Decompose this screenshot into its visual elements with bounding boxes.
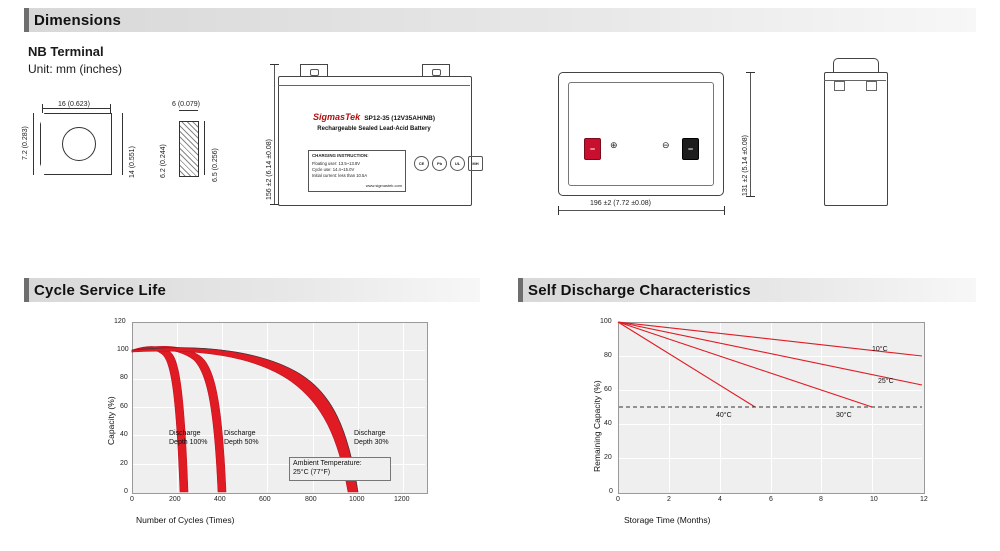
cycle-curves — [24, 312, 480, 542]
dim-tick-7 — [746, 72, 755, 73]
dim-terminal-thickness: 6 (0.079) — [172, 101, 201, 108]
chart-self-discharge — [518, 312, 976, 542]
xtick-label: 12 — [920, 496, 928, 503]
dim-battery-height: 156 ±2 (6.14 ±0.08) — [266, 138, 273, 200]
section-accent-bar — [24, 278, 29, 302]
ytick-label: 120 — [114, 318, 126, 325]
ytick-label: 40 — [604, 420, 612, 427]
dim-line-v1 — [33, 113, 34, 175]
dim-tick-3 — [270, 64, 279, 65]
ytick-label: 40 — [120, 431, 128, 438]
chart-cycle-service-life — [24, 312, 480, 542]
battery-top-inner-outline — [568, 82, 714, 186]
xtick-label: 800 — [305, 496, 317, 503]
dim-tick-2 — [110, 104, 111, 113]
brand-name: SigmasTek — [312, 112, 361, 122]
terminal-hole — [62, 127, 96, 161]
ytick-label: 0 — [609, 488, 613, 495]
ytick-label: 60 — [120, 403, 128, 410]
dim-terminal-height2: 6.5 (0.256) — [212, 148, 219, 182]
ytick-label: 80 — [120, 374, 128, 381]
negative-terminal: − — [682, 138, 699, 160]
xtick-label: 8 — [819, 496, 823, 503]
dim-line-h3 — [558, 210, 724, 211]
tab-dot-left — [310, 69, 319, 76]
battery-top-view — [558, 72, 724, 196]
annotation-ambient-temperature: Ambient Temperature: 25°C (77°F) — [289, 457, 391, 481]
annotation-depth-30: Discharge Depth 30% — [354, 430, 389, 446]
terminal-top-view — [40, 113, 112, 175]
y-axis-title: Capacity (%) — [106, 396, 116, 445]
cert-mh-icon: MH — [468, 156, 483, 171]
series-label-25c: 25°C — [878, 378, 894, 385]
ytick-label: 0 — [124, 488, 128, 495]
battery-side-notch-left — [834, 81, 845, 91]
section-header-cycle-service-life — [24, 278, 480, 302]
section-accent-bar — [24, 8, 29, 32]
dim-battery-length: 196 ±2 (7.72 ±0.08) — [590, 200, 652, 207]
model-number: SP12-35 (12V35AH/NB) — [364, 115, 435, 122]
battery-side-case — [824, 72, 888, 206]
dim-tick-4 — [270, 204, 279, 205]
ytick-label: 100 — [600, 318, 612, 325]
dim-line-v4 — [274, 64, 275, 204]
positive-terminal: − — [584, 138, 601, 160]
dim-line-h1 — [42, 108, 110, 109]
battery-subtitle: Rechargeable Sealed Lead-Acid Battery — [317, 126, 431, 132]
tab-dot-right — [432, 69, 441, 76]
dim-line-v5 — [750, 72, 751, 196]
dim-terminal-depth: 14 (0.551) — [129, 146, 136, 178]
section-title: Dimensions — [34, 11, 122, 29]
x-axis-title: Storage Time (Months) — [624, 515, 711, 525]
xtick-label: 2 — [667, 496, 671, 503]
dim-battery-width: 131 ±2 (5.14 ±0.08) — [742, 134, 749, 196]
section-title: Cycle Service Life — [34, 281, 167, 299]
website-text: www.sigmastek.com — [365, 182, 402, 188]
ytick-label: 80 — [604, 352, 612, 359]
dim-terminal-height: 7.2 (0.283) — [22, 126, 29, 160]
series-label-30c: 30°C — [836, 412, 852, 419]
unit-label: Unit: mm (inches) — [28, 62, 123, 76]
dim-terminal-width: 16 (0.623) — [58, 101, 90, 108]
self-discharge-curves — [518, 312, 976, 542]
cert-ul-icon: UL — [450, 156, 465, 171]
xtick-label: 1000 — [349, 496, 365, 503]
charging-line-1: Floating user: 13.5~13.8V — [312, 160, 361, 166]
dim-tick-6 — [724, 206, 725, 215]
ytick-label: 20 — [604, 454, 612, 461]
section-title: Self Discharge Characteristics — [528, 281, 751, 299]
battery-side-lid-seam — [824, 72, 886, 81]
xtick-label: 1200 — [394, 496, 410, 503]
y-axis-title: Remaining Capacity (%) — [592, 380, 602, 472]
xtick-label: 10 — [870, 496, 878, 503]
cert-pb-icon: Pb — [432, 156, 447, 171]
series-label-10c: 10°C — [872, 346, 888, 353]
x-axis-title: Number of Cycles (Times) — [136, 515, 235, 525]
battery-side-notch-right — [866, 81, 877, 91]
battery-lid-seam — [278, 76, 470, 86]
dim-tick-1 — [42, 104, 43, 113]
negative-polarity-icon: ⊖ — [662, 140, 670, 150]
series-label-40c: 40°C — [716, 412, 732, 419]
battery-front-view — [278, 64, 479, 204]
charging-line-3: Initial current: less than 10.5A — [312, 173, 368, 179]
section-header-dimensions — [24, 8, 976, 32]
xtick-label: 400 — [214, 496, 226, 503]
xtick-label: 0 — [616, 496, 620, 503]
ytick-label: 100 — [117, 346, 129, 353]
cert-ce-icon: CE — [414, 156, 429, 171]
xtick-label: 0 — [130, 496, 134, 503]
dim-line-v3 — [204, 121, 205, 175]
ytick-label: 60 — [604, 386, 612, 393]
section-accent-bar — [518, 278, 523, 302]
charging-instruction-box — [308, 150, 406, 192]
xtick-label: 4 — [718, 496, 722, 503]
annotation-depth-100: Discharge Depth 100% — [169, 430, 208, 446]
dim-tick-5 — [558, 206, 559, 215]
positive-polarity-icon: ⊕ — [610, 140, 618, 150]
battery-side-view — [824, 58, 886, 204]
dim-line-v2 — [122, 113, 123, 175]
charging-title: CHARGING INSTRUCTION: — [312, 153, 369, 158]
charging-line-2: Cycle use: 14.4~15.0V — [312, 166, 355, 172]
xtick-label: 200 — [169, 496, 181, 503]
dim-tick-8 — [746, 196, 755, 197]
terminal-side-view — [179, 121, 199, 177]
annotation-depth-50: Discharge Depth 50% — [224, 430, 259, 446]
certification-marks — [414, 156, 483, 171]
battery-brand — [278, 112, 470, 122]
dim-line-h2 — [179, 110, 198, 111]
xtick-label: 6 — [769, 496, 773, 503]
xtick-label: 600 — [259, 496, 271, 503]
nb-terminal-heading: NB Terminal — [28, 44, 104, 59]
ytick-label: 20 — [120, 460, 128, 467]
dim-terminal-width2: 6.2 (0.244) — [160, 144, 167, 178]
section-header-self-discharge — [518, 278, 976, 302]
